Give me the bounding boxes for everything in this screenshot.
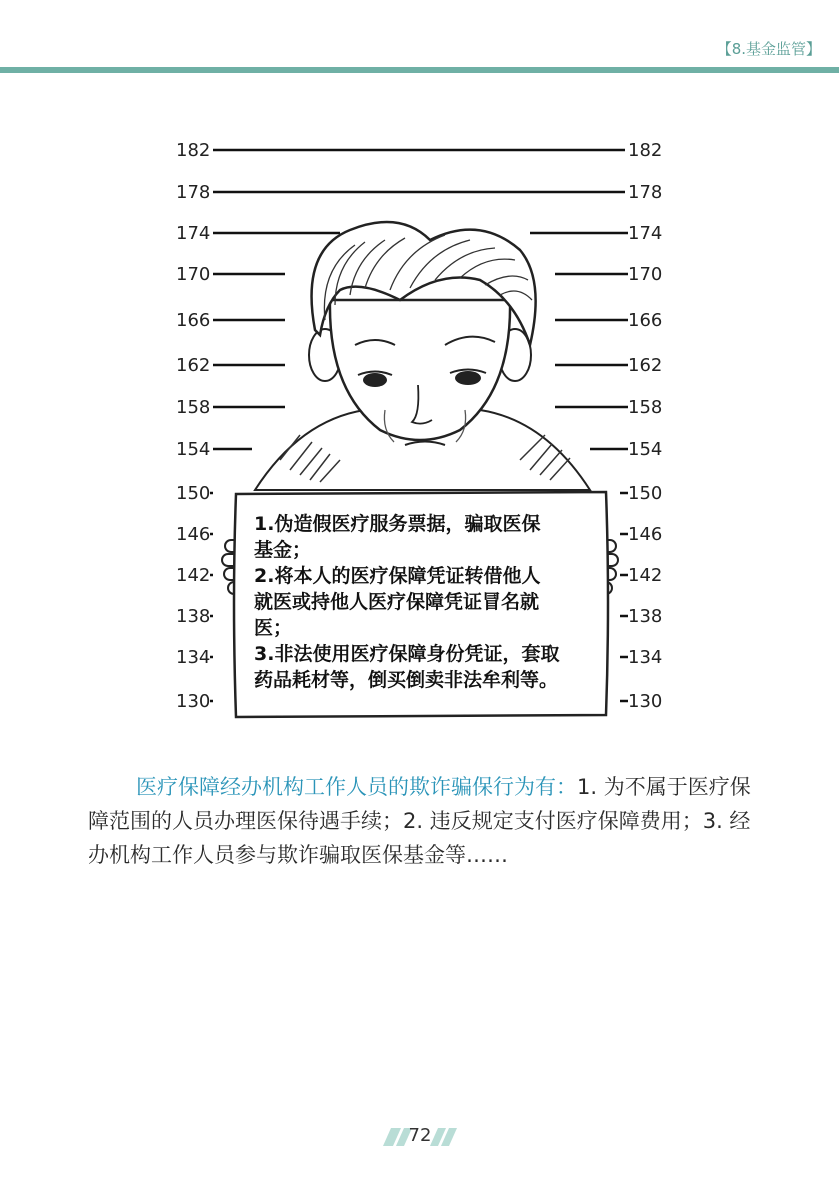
scale-label-left: 130	[176, 691, 211, 712]
eye-left	[363, 373, 387, 387]
height-scale-left	[176, 140, 210, 712]
scale-label-right: 138	[628, 606, 663, 627]
sign-line: 就医或持他人医疗保障凭证冒名就	[254, 591, 540, 613]
scale-label-left: 174	[176, 223, 211, 244]
scale-label-left: 142	[176, 565, 211, 586]
scale-label-left: 158	[176, 397, 211, 418]
scale-label-right: 150	[628, 483, 663, 504]
scale-label-left: 166	[176, 310, 211, 331]
scale-label-left: 150	[176, 483, 211, 504]
scale-label-right: 154	[628, 439, 663, 460]
sign-line: 基金；	[254, 539, 312, 561]
scale-label-right: 162	[628, 355, 663, 376]
scale-label-right: 134	[628, 647, 663, 668]
scale-label-right: 158	[628, 397, 663, 418]
page-footer	[383, 1124, 457, 1148]
body-paragraph	[88, 770, 756, 872]
section-label: 【8.基金监管】	[716, 40, 821, 58]
mugshot-illustration	[150, 130, 690, 730]
eye-right	[455, 371, 481, 385]
scale-label-right: 142	[628, 565, 663, 586]
scale-label-right: 178	[628, 182, 663, 203]
scale-label-right: 130	[628, 691, 663, 712]
scale-label-left: 134	[176, 647, 211, 668]
scale-label-right: 170	[628, 264, 663, 285]
scale-label-left: 154	[176, 439, 211, 460]
scale-label-right: 182	[628, 140, 663, 161]
sign-line: 医；	[254, 617, 293, 639]
body-text: 1. 为不属于医疗保障范围的人员办理医保待遇手续；2. 违反规定支付医疗保障费用；3. 经办机构工作人员参与欺诈骗取医保基金等……	[88, 775, 751, 867]
page-number: 72	[408, 1125, 432, 1146]
sign-line: 药品耗材等，倒买倒卖非法牟利等。	[254, 669, 559, 691]
sign-line: 3.非法使用医疗保障身份凭证，套取	[254, 643, 560, 665]
scale-label-right: 174	[628, 223, 663, 244]
scale-label-left: 162	[176, 355, 211, 376]
body-highlight: 医疗保障经办机构工作人员的欺诈骗保行为有：	[136, 775, 577, 799]
scale-label-left: 182	[176, 140, 211, 161]
scale-label-right: 146	[628, 524, 663, 545]
scale-label-left: 170	[176, 264, 211, 285]
scale-label-left: 138	[176, 606, 211, 627]
scale-label-left: 178	[176, 182, 211, 203]
scale-label-left: 146	[176, 524, 211, 545]
sign-line: 2.将本人的医疗保障凭证转借他人	[254, 565, 541, 587]
height-scale-right	[628, 140, 662, 712]
sign-line: 1.伪造假医疗服务票据，骗取医保	[254, 513, 541, 535]
header-bar	[0, 67, 839, 73]
scale-label-right: 166	[628, 310, 663, 331]
